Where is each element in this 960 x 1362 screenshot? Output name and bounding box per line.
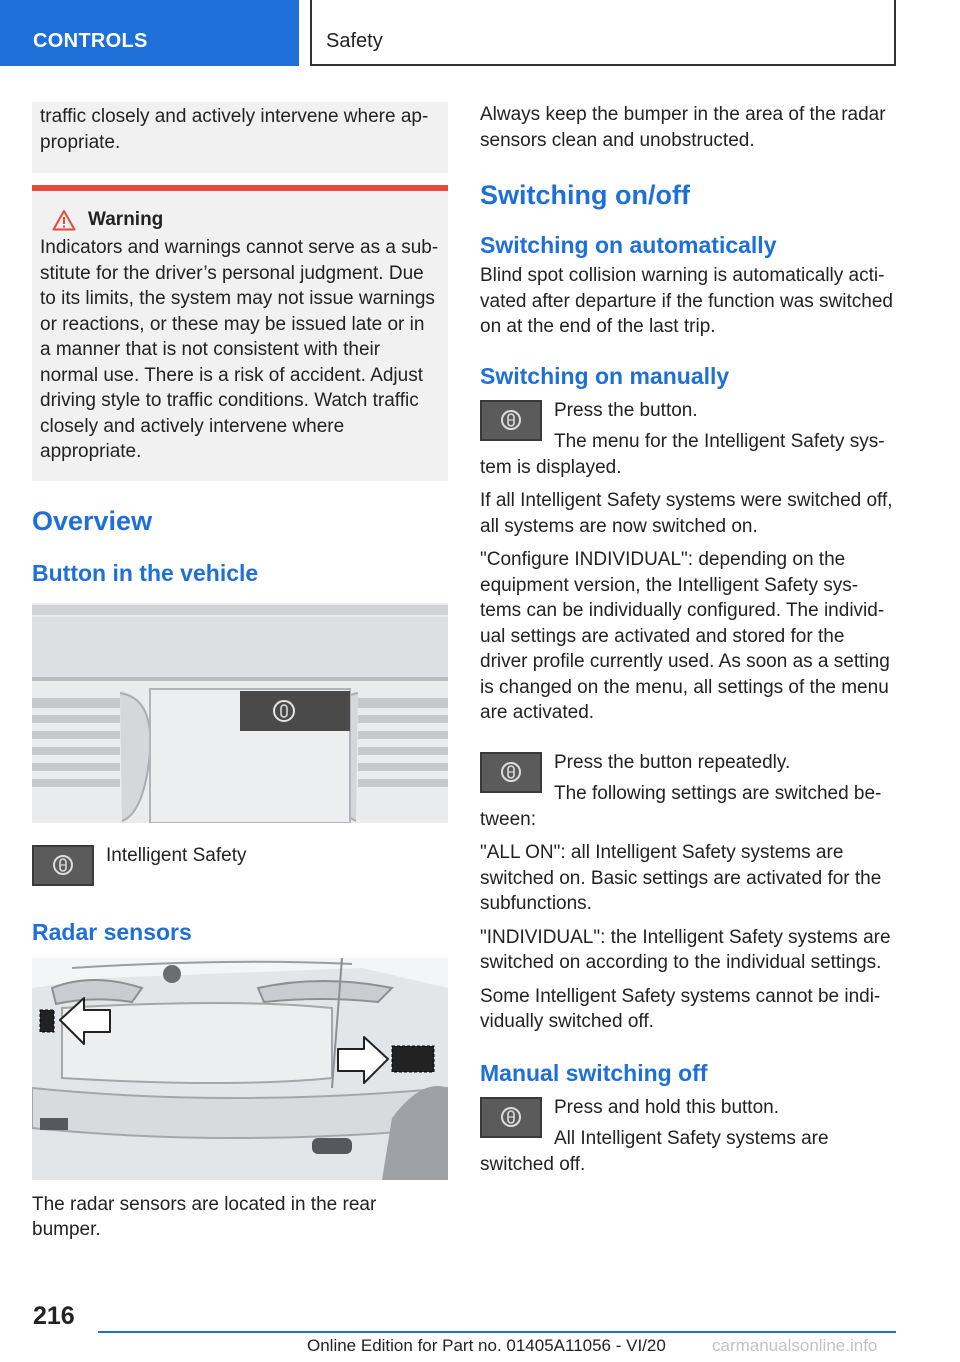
- switching-auto-text: Blind spot collision warning is automatically acti‐vated after departure if the function was switched on at the end of the last trip.: [480, 265, 893, 337]
- dashboard-button-illustration: [32, 603, 448, 823]
- all-off-text: If all Intelligent Safety systems were switched off, all systems are now switched on.: [480, 490, 893, 537]
- page-number: 216: [33, 1302, 75, 1330]
- footer-edition: Online Edition for Part no. 01405A11056 - VI/20: [307, 1336, 666, 1355]
- header-chapter-tab: [310, 0, 896, 66]
- intelligent-safety-button-icon: [32, 845, 94, 886]
- individual-text: "INDIVIDUAL": the Intelligent Safety systems are switched on according to the individual settings.: [480, 926, 891, 973]
- menu-displayed-text: The menu for the Intelligent Safety sys‐tem is displayed.: [480, 431, 885, 478]
- dashboard-drawing: [32, 603, 448, 823]
- switching-manual-heading: Switching on manually: [480, 362, 730, 389]
- left-column: [32, 102, 448, 1243]
- press-hold-block: [480, 1095, 896, 1178]
- intelligent-safety-label: Intelligent Safety: [106, 844, 247, 866]
- switching-heading: Switching on/off: [480, 180, 690, 210]
- radar-sensor-illustration: [32, 958, 448, 1180]
- button-legend-row: [32, 843, 448, 886]
- configure-individual-text: "Configure INDIVIDUAL": depending on the equipment version, the Intelligent Safety sys‐tems can be individually configured. The individ‐ual settings are activated and stored for the driver profile currently used. As soon as a setting is changed on the menu, all settings of the menu are activated.: [480, 549, 890, 723]
- some-systems-text: Some Intelligent Safety systems cannot be indi‐vidually switched off.: [480, 985, 881, 1032]
- manual-off-heading: Manual switching off: [480, 1059, 708, 1086]
- warning-title-text: Warning: [88, 209, 164, 230]
- intelligent-safety-button-icon: [480, 752, 542, 793]
- car-rear-drawing: [32, 958, 448, 1180]
- press-button-block: [480, 398, 896, 481]
- press-repeatedly-block: [480, 750, 896, 833]
- all-on-text: "ALL ON": all Intelligent Safety systems are switched on. Basic settings are activated for the subfunctions.: [480, 842, 882, 914]
- button-in-vehicle-heading: Button in the vehicle: [32, 559, 259, 586]
- warning-title: [40, 209, 440, 231]
- warning-text: Indicators and warnings cannot serve as a sub‐stitute for the driver’s personal judgment. Due to its limits, the system may not issue warnings or reactions, or these may be issued late or in a manner that is not consistent with their normal use. There is a risk of accident. Adjust driving style to traffic conditions. Watch traffic closely and actively intervene where appropriate.: [40, 237, 439, 462]
- header-chapter-label: Safety: [326, 30, 383, 52]
- warning-box: [32, 185, 448, 481]
- intelligent-safety-button-icon: [480, 1097, 542, 1138]
- settings-switched-text: The following settings are switched be‐tween:: [480, 783, 882, 830]
- press-button-text: Press the button.: [554, 399, 698, 421]
- press-repeatedly-text: Press the button repeatedly.: [554, 751, 791, 773]
- radar-sensors-text: The radar sensors are located in the rear bumper.: [32, 1193, 377, 1240]
- switched-off-text: All Intelligent Safety systems are switched off.: [480, 1128, 829, 1175]
- right-column: [480, 102, 896, 1177]
- press-hold-text: Press and hold this button.: [554, 1096, 779, 1118]
- bumper-clean-text: Always keep the bumper in the area of the radar sensors clean and unobstructed.: [480, 104, 886, 151]
- header-section-tab: [0, 0, 299, 66]
- continued-note-text: traffic closely and actively intervene where ap‐propriate.: [40, 106, 429, 153]
- intelligent-safety-button-icon: [480, 400, 542, 441]
- overview-heading: Overview: [32, 505, 153, 536]
- footer-watermark: carmanualsonline.info: [712, 1336, 878, 1355]
- radar-sensors-heading: Radar sensors: [32, 918, 192, 945]
- switching-auto-heading: Switching on automatically: [480, 232, 777, 258]
- footer-rule: [98, 1331, 896, 1333]
- warning-triangle-icon: [52, 209, 76, 231]
- continued-note-box: [32, 102, 448, 173]
- header-section-label: CONTROLS: [33, 30, 148, 52]
